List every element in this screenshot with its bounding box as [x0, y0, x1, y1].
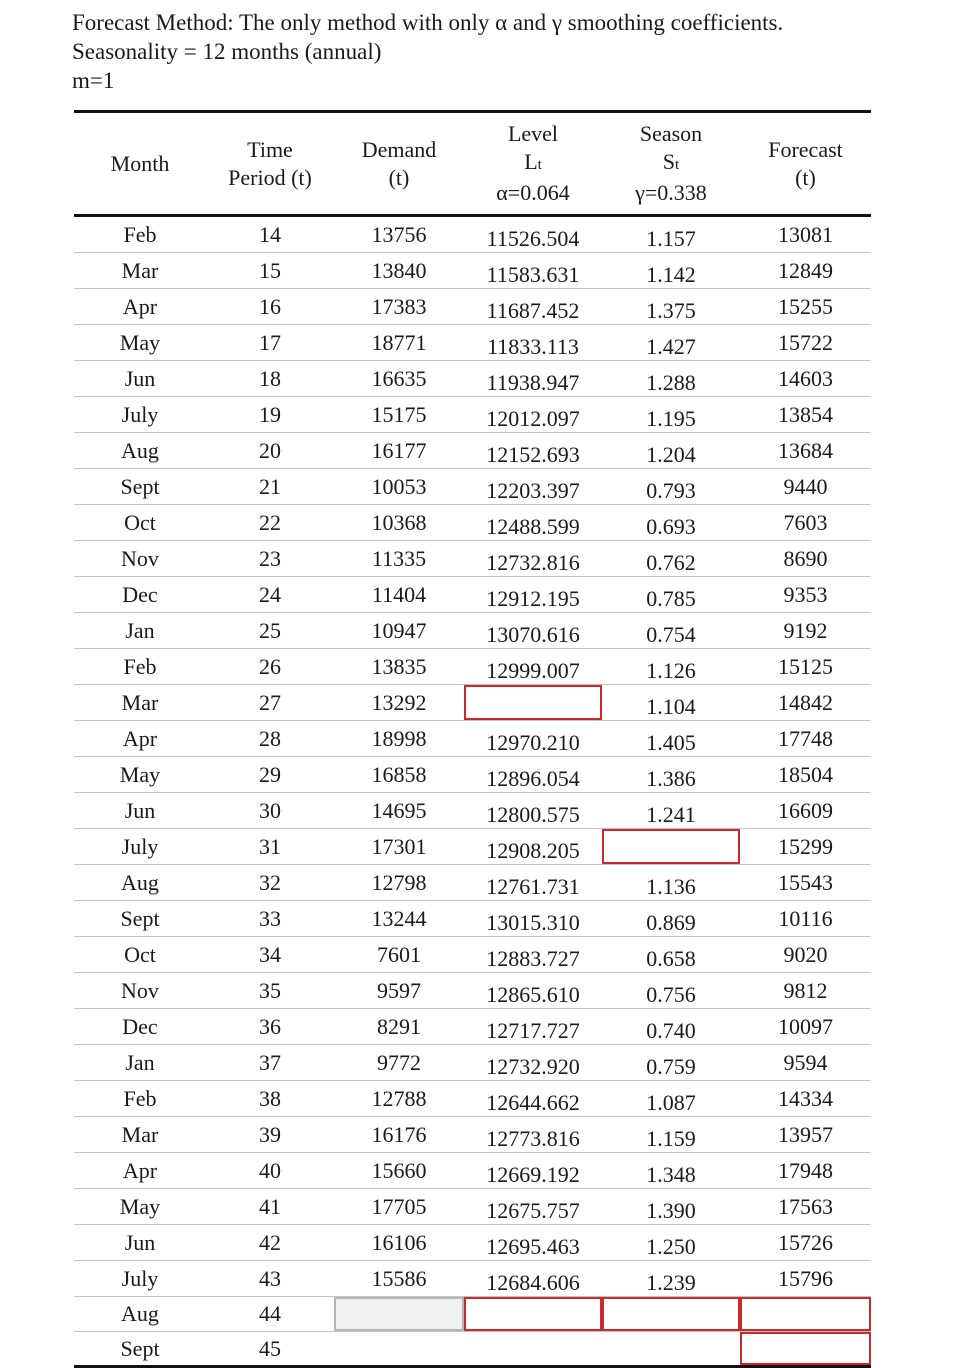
month-cell: May — [74, 1189, 206, 1225]
season-cell: 1.405 — [602, 721, 740, 757]
month-cell: July — [74, 829, 206, 865]
month-cell: May — [74, 757, 206, 793]
month-cell: Oct — [74, 505, 206, 541]
table-row — [74, 973, 871, 1009]
time-period-cell: 31 — [206, 829, 334, 865]
header-time-period: Time Period (t) — [206, 112, 334, 216]
time-period-cell: 39 — [206, 1117, 334, 1153]
table-row — [74, 793, 871, 829]
demand-cell: 8291 — [334, 1009, 464, 1045]
table-row — [74, 829, 871, 865]
forecast-cell: 9594 — [740, 1045, 871, 1081]
level-cell: 12732.920 — [464, 1045, 602, 1081]
demand-cell: 12788 — [334, 1081, 464, 1117]
month-cell: Feb — [74, 216, 206, 253]
month-cell: Apr — [74, 721, 206, 757]
header-level: Level Lt α=0.064 — [464, 112, 602, 216]
forecast-cell: 17748 — [740, 721, 871, 757]
month-cell: Aug — [74, 865, 206, 901]
header-row — [74, 112, 871, 216]
month-cell: Mar — [74, 253, 206, 289]
demand-cell: 10053 — [334, 469, 464, 505]
table-row — [74, 1045, 871, 1081]
time-period-cell: 18 — [206, 361, 334, 397]
month-cell: Sept — [74, 469, 206, 505]
demand-cell: 13756 — [334, 216, 464, 253]
time-period-cell: 37 — [206, 1045, 334, 1081]
demand-cell: 17383 — [334, 289, 464, 325]
season-cell: 1.195 — [602, 397, 740, 433]
table-row — [74, 1332, 871, 1367]
season-cell: 0.693 — [602, 505, 740, 541]
month-cell: Jan — [74, 613, 206, 649]
forecast-cell: 15726 — [740, 1225, 871, 1261]
month-cell: Jun — [74, 361, 206, 397]
table-row — [74, 1081, 871, 1117]
month-cell: Aug — [74, 1297, 206, 1332]
table-row — [74, 1189, 871, 1225]
level-cell: 12732.816 — [464, 541, 602, 577]
demand-cell: 16106 — [334, 1225, 464, 1261]
time-period-cell: 25 — [206, 613, 334, 649]
season-cell: 1.159 — [602, 1117, 740, 1153]
demand-cell: 17301 — [334, 829, 464, 865]
forecast-cell: 15125 — [740, 649, 871, 685]
month-cell: Mar — [74, 685, 206, 721]
month-cell: Feb — [74, 649, 206, 685]
intro-m: m=1 — [72, 68, 115, 93]
level-cell: 12669.192 — [464, 1153, 602, 1189]
level-cell: 11938.947 — [464, 361, 602, 397]
demand-cell: 13244 — [334, 901, 464, 937]
header-demand: Demand (t) — [334, 112, 464, 216]
time-period-cell: 33 — [206, 901, 334, 937]
time-period-cell: 32 — [206, 865, 334, 901]
level-cell: 12684.606 — [464, 1261, 602, 1297]
level-cell: 12644.662 — [464, 1081, 602, 1117]
level-cell: 13015.310 — [464, 901, 602, 937]
season-cell: 1.157 — [602, 216, 740, 253]
level-cell: 11583.631 — [464, 253, 602, 289]
table-row — [74, 721, 871, 757]
demand-cell: 9772 — [334, 1045, 464, 1081]
season-cell: 1.250 — [602, 1225, 740, 1261]
table-row — [74, 541, 871, 577]
demand-cell: 11404 — [334, 577, 464, 613]
demand-cell: 15175 — [334, 397, 464, 433]
level-cell[interactable] — [464, 1297, 602, 1332]
time-period-cell: 20 — [206, 433, 334, 469]
month-cell: Jun — [74, 793, 206, 829]
forecast-cell: 14334 — [740, 1081, 871, 1117]
month-cell: Dec — [74, 577, 206, 613]
level-cell: 12675.757 — [464, 1189, 602, 1225]
level-cell: 12865.610 — [464, 973, 602, 1009]
demand-cell: 15586 — [334, 1261, 464, 1297]
forecast-cell: 15722 — [740, 325, 871, 361]
level-cell: 12800.575 — [464, 793, 602, 829]
forecast-cell: 13854 — [740, 397, 871, 433]
time-period-cell: 15 — [206, 253, 334, 289]
level-cell: 12883.727 — [464, 937, 602, 973]
season-cell[interactable] — [602, 1297, 740, 1332]
month-cell: Aug — [74, 433, 206, 469]
month-cell: Feb — [74, 1081, 206, 1117]
season-cell: 1.348 — [602, 1153, 740, 1189]
level-cell: 12152.693 — [464, 433, 602, 469]
demand-cell: 10368 — [334, 505, 464, 541]
season-cell: 1.288 — [602, 361, 740, 397]
level-cell: 12896.054 — [464, 757, 602, 793]
time-period-cell: 19 — [206, 397, 334, 433]
level-cell: 12999.007 — [464, 649, 602, 685]
demand-cell: 18771 — [334, 325, 464, 361]
table-row — [74, 505, 871, 541]
month-cell: Nov — [74, 973, 206, 1009]
season-cell: 0.793 — [602, 469, 740, 505]
table-row — [74, 216, 871, 253]
level-cell: 12488.599 — [464, 505, 602, 541]
intro-text — [72, 8, 783, 95]
demand-cell: 16176 — [334, 1117, 464, 1153]
demand-cell: 9597 — [334, 973, 464, 1009]
forecast-cell: 9020 — [740, 937, 871, 973]
table-row — [74, 289, 871, 325]
demand-cell: 12798 — [334, 865, 464, 901]
forecast-cell: 13684 — [740, 433, 871, 469]
forecast-cell: 9812 — [740, 973, 871, 1009]
time-period-cell: 17 — [206, 325, 334, 361]
table-row — [74, 469, 871, 505]
month-cell: Jan — [74, 1045, 206, 1081]
intro-method: Forecast Method: The only method with only α and γ smoothing coefficients. — [72, 10, 784, 35]
time-period-cell: 42 — [206, 1225, 334, 1261]
season-cell: 0.785 — [602, 577, 740, 613]
table-row — [74, 649, 871, 685]
demand-cell: 14695 — [334, 793, 464, 829]
month-cell: Oct — [74, 937, 206, 973]
month-cell: Mar — [74, 1117, 206, 1153]
table-row — [74, 433, 871, 469]
demand-cell: 16177 — [334, 433, 464, 469]
season-cell: 0.762 — [602, 541, 740, 577]
level-cell: 12203.397 — [464, 469, 602, 505]
month-cell: Apr — [74, 289, 206, 325]
table-row — [74, 1117, 871, 1153]
demand-cell: 18998 — [334, 721, 464, 757]
season-cell: 0.756 — [602, 973, 740, 1009]
level-cell: 12912.195 — [464, 577, 602, 613]
season-cell: 1.104 — [602, 685, 740, 721]
table-row — [74, 325, 871, 361]
season-cell: 1.087 — [602, 1081, 740, 1117]
time-period-cell: 30 — [206, 793, 334, 829]
forecast-cell: 8690 — [740, 541, 871, 577]
season-cell: 0.740 — [602, 1009, 740, 1045]
month-cell: May — [74, 325, 206, 361]
table-row — [74, 937, 871, 973]
demand-cell[interactable] — [334, 1297, 464, 1332]
season-cell: 0.658 — [602, 937, 740, 973]
forecast-cell: 15255 — [740, 289, 871, 325]
season-cell — [602, 1332, 740, 1367]
forecast-cell: 16609 — [740, 793, 871, 829]
season-cell: 0.759 — [602, 1045, 740, 1081]
forecast-cell: 15796 — [740, 1261, 871, 1297]
level-cell: 12695.463 — [464, 1225, 602, 1261]
forecast-cell: 10116 — [740, 901, 871, 937]
level-cell: 11687.452 — [464, 289, 602, 325]
season-cell: 1.241 — [602, 793, 740, 829]
season-cell: 1.427 — [602, 325, 740, 361]
forecast-cell: 15543 — [740, 865, 871, 901]
forecast-cell: 12849 — [740, 253, 871, 289]
time-period-cell: 29 — [206, 757, 334, 793]
level-cell[interactable] — [464, 685, 602, 721]
season-cell: 1.386 — [602, 757, 740, 793]
demand-cell: 10947 — [334, 613, 464, 649]
forecast-cell: 15299 — [740, 829, 871, 865]
demand-cell: 16858 — [334, 757, 464, 793]
forecast-cell: 14603 — [740, 361, 871, 397]
month-cell: Jun — [74, 1225, 206, 1261]
demand-cell: 7601 — [334, 937, 464, 973]
month-cell: July — [74, 397, 206, 433]
forecast-cell: 9353 — [740, 577, 871, 613]
season-cell: 1.142 — [602, 253, 740, 289]
forecast-cell: 9440 — [740, 469, 871, 505]
time-period-cell: 21 — [206, 469, 334, 505]
time-period-cell: 43 — [206, 1261, 334, 1297]
season-cell: 1.375 — [602, 289, 740, 325]
time-period-cell: 23 — [206, 541, 334, 577]
month-cell: Nov — [74, 541, 206, 577]
forecast-cell: 13957 — [740, 1117, 871, 1153]
month-cell: Sept — [74, 901, 206, 937]
forecast-cell: 13081 — [740, 216, 871, 253]
demand-cell: 11335 — [334, 541, 464, 577]
forecast-cell: 7603 — [740, 505, 871, 541]
time-period-cell: 16 — [206, 289, 334, 325]
demand-cell: 13292 — [334, 685, 464, 721]
season-cell[interactable] — [602, 829, 740, 865]
level-cell: 12773.816 — [464, 1117, 602, 1153]
table-row — [74, 901, 871, 937]
season-cell: 0.754 — [602, 613, 740, 649]
season-cell: 1.126 — [602, 649, 740, 685]
header-season: Season St γ=0.338 — [602, 112, 740, 216]
level-cell: 12970.210 — [464, 721, 602, 757]
time-period-cell: 26 — [206, 649, 334, 685]
month-cell: Sept — [74, 1332, 206, 1367]
table-row — [74, 613, 871, 649]
time-period-cell: 14 — [206, 216, 334, 253]
header-month: Month — [74, 112, 206, 216]
time-period-cell: 35 — [206, 973, 334, 1009]
time-period-cell: 38 — [206, 1081, 334, 1117]
level-cell: 12717.727 — [464, 1009, 602, 1045]
time-period-cell: 40 — [206, 1153, 334, 1189]
season-cell: 0.869 — [602, 901, 740, 937]
table-row — [74, 577, 871, 613]
time-period-cell: 22 — [206, 505, 334, 541]
level-cell: 13070.616 — [464, 613, 602, 649]
table-row — [74, 1297, 871, 1332]
season-cell: 1.136 — [602, 865, 740, 901]
time-period-cell: 27 — [206, 685, 334, 721]
demand-cell: 17705 — [334, 1189, 464, 1225]
forecast-cell: 10097 — [740, 1009, 871, 1045]
table-row — [74, 361, 871, 397]
time-period-cell: 45 — [206, 1332, 334, 1367]
table-row — [74, 397, 871, 433]
forecast-table — [74, 110, 871, 1368]
season-cell: 1.390 — [602, 1189, 740, 1225]
intro-seasonality: Seasonality = 12 months (annual) — [72, 39, 382, 64]
level-cell: 11833.113 — [464, 325, 602, 361]
table-row — [74, 1009, 871, 1045]
level-cell: 12012.097 — [464, 397, 602, 433]
time-period-cell: 44 — [206, 1297, 334, 1332]
level-cell: 12908.205 — [464, 829, 602, 865]
time-period-cell: 36 — [206, 1009, 334, 1045]
table-row — [74, 1153, 871, 1189]
demand-cell: 13840 — [334, 253, 464, 289]
header-forecast: Forecast (t) — [740, 112, 871, 216]
forecast-cell: 9192 — [740, 613, 871, 649]
table-row — [74, 253, 871, 289]
forecast-cell: 17948 — [740, 1153, 871, 1189]
time-period-cell: 28 — [206, 721, 334, 757]
time-period-cell: 34 — [206, 937, 334, 973]
time-period-cell: 24 — [206, 577, 334, 613]
table-row — [74, 1225, 871, 1261]
forecast-cell: 14842 — [740, 685, 871, 721]
forecast-cell[interactable] — [740, 1332, 871, 1367]
time-period-cell: 41 — [206, 1189, 334, 1225]
level-cell — [464, 1332, 602, 1367]
demand-cell: 16635 — [334, 361, 464, 397]
table-row — [74, 865, 871, 901]
forecast-cell: 17563 — [740, 1189, 871, 1225]
table-row — [74, 757, 871, 793]
month-cell: Apr — [74, 1153, 206, 1189]
level-cell: 12761.731 — [464, 865, 602, 901]
level-cell: 11526.504 — [464, 216, 602, 253]
month-cell: July — [74, 1261, 206, 1297]
season-cell: 1.239 — [602, 1261, 740, 1297]
forecast-cell[interactable] — [740, 1297, 871, 1332]
month-cell: Dec — [74, 1009, 206, 1045]
table-row — [74, 685, 871, 721]
season-cell: 1.204 — [602, 433, 740, 469]
forecast-cell: 18504 — [740, 757, 871, 793]
demand-cell: 13835 — [334, 649, 464, 685]
demand-cell: 15660 — [334, 1153, 464, 1189]
demand-cell — [334, 1332, 464, 1367]
